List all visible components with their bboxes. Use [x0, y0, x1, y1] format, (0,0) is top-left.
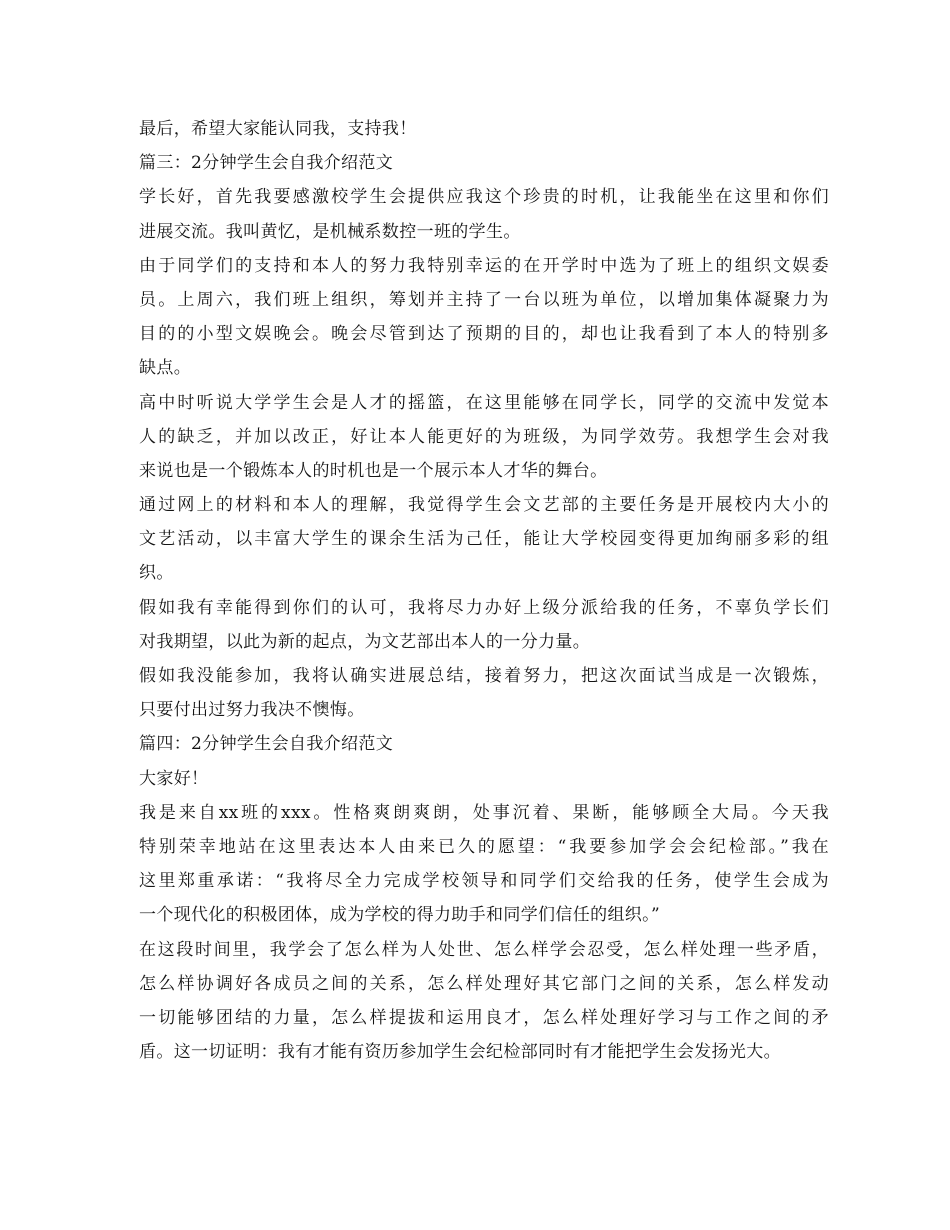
paragraph — [139, 488, 829, 591]
text-line: 通过网上的材料和本人的理解，我觉得学生会文艺部的主要任务是开展校内大小的 — [139, 495, 829, 516]
paragraph — [139, 659, 829, 727]
paragraph — [139, 146, 829, 180]
text-line: 这里郑重承诺：“我将尽全力完成学校领导和同学们交给我的任务，使学生会成为 — [139, 871, 829, 892]
paragraph — [139, 249, 829, 386]
paragraph — [139, 762, 829, 796]
text-line: 大家好！ — [139, 768, 209, 789]
text-line: 篇三：2分钟学生会自我介绍范文 — [139, 153, 394, 174]
paragraph — [139, 933, 829, 1070]
text-line: 一个现代化的积极团体，成为学校的得力助手和同学们信任的组织。” — [139, 905, 661, 926]
text-line: 由于同学们的支持和本人的努力我特别幸运的在开学时中选为了班上的组织文娱委 — [139, 255, 829, 276]
text-line: 进展交流。我叫黄忆，是机械系数控一班的学生。 — [139, 221, 521, 242]
text-line: 来说也是一个锻炼本人的时机也是一个展示本人才华的舞台。 — [139, 460, 608, 481]
paragraph — [139, 727, 829, 761]
paragraph — [139, 591, 829, 659]
text-line: 一切能够团结的力量，怎么样提拔和运用良才，怎么样处理好学习与工作之间的矛 — [139, 1007, 829, 1028]
text-line: 高中时听说大学学生会是人才的摇篮，在这里能够在同学长，同学的交流中发觉本 — [139, 392, 829, 413]
text-line: 最后，希望大家能认同我，支持我！ — [139, 119, 417, 139]
text-line: 假如我有幸能得到你们的认可，我将尽力办好上级分派给我的任务，不辜负学长们 — [139, 597, 829, 618]
text-line: 目的的小型文娱晚会。晚会尽管到达了预期的目的，却也让我看到了本人的特别多 — [139, 324, 829, 345]
text-line: 篇四：2分钟学生会自我介绍范文 — [139, 734, 394, 755]
text-line: 假如我没能参加，我将认确实进展总结，接着努力，把这次面试当成是一次锻炼， — [139, 666, 829, 686]
paragraph — [139, 112, 829, 146]
text-line: 在这段时间里，我学会了怎么样为人处世、怎么样学会忍受，怎么样处理一些矛盾， — [139, 939, 829, 960]
text-line: 我是来自xx班的xxx。性格爽朗爽朗，处事沉着、果断，能够顾全大局。今天我 — [139, 802, 829, 823]
paragraph — [139, 796, 829, 933]
paragraph — [139, 386, 829, 489]
text-line: 对我期望，以此为新的起点，为文艺部出本人的一分力量。 — [139, 631, 591, 652]
document-page — [139, 112, 829, 1069]
text-line: 特别荣幸地站在这里表达本人由来已久的愿望：“我要参加学会会纪检部。”我在 — [139, 836, 829, 857]
text-line: 学长好，首先我要感激校学生会提供应我这个珍贵的时机，让我能坐在这里和你们 — [139, 187, 829, 208]
text-line: 怎么样协调好各成员之间的关系，怎么样处理好其它部门之间的关系，怎么样发动 — [139, 973, 829, 994]
text-line: 文艺活动，以丰富大学生的课余生活为己任，能让大学校园变得更加绚丽多彩的组 — [139, 529, 829, 550]
paragraph — [139, 180, 829, 248]
text-line: 员。上周六，我们班上组织，筹划并主持了一台以班为单位，以增加集体凝聚力为 — [139, 289, 829, 310]
text-line: 缺点。 — [139, 358, 192, 379]
text-line: 人的缺乏，并加以改正，好让本人能更好的为班级，为同学效劳。我想学生会对我 — [139, 426, 829, 447]
text-line: 盾。这一切证明：我有才能有资历参加学生会纪检部同时有才能把学生会发扬光大。 — [139, 1042, 781, 1063]
text-line: 织。 — [139, 563, 174, 584]
text-line: 只要付出过努力我决不懊悔。 — [139, 700, 365, 721]
